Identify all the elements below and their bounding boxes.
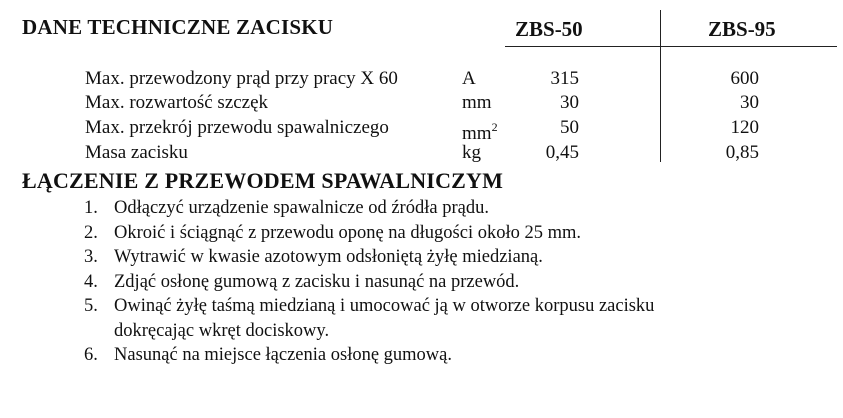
list-item bbox=[84, 294, 784, 343]
row-unit: $mm^2$ bbox=[462, 120, 498, 144]
list-item bbox=[84, 245, 784, 270]
list-item bbox=[84, 196, 784, 221]
table-row bbox=[0, 140, 843, 165]
step-text: Odłączyć urządzenie spawalnicze od źródła prądu. bbox=[114, 198, 489, 218]
instructions-list bbox=[84, 196, 784, 368]
step-text-continuation: dokręcając wkręt dociskowy. bbox=[114, 320, 330, 341]
step-number: 5. bbox=[84, 296, 98, 316]
row-value-zbs-95: 120 bbox=[730, 117, 759, 138]
row-value-zbs-50: 0,45 bbox=[545, 142, 579, 163]
row-value-zbs-50: 50 bbox=[560, 117, 579, 138]
row-value-zbs-95: 0,85 bbox=[725, 142, 759, 163]
table-row bbox=[0, 66, 843, 91]
step-text: Wytrawić w kwasie azotowym odsłoniętą żyłę miedzianą. bbox=[114, 247, 543, 267]
row-unit: A bbox=[462, 68, 476, 89]
column-header-zbs-95: ZBS-95 bbox=[708, 17, 776, 41]
step-number: 6. bbox=[84, 345, 98, 365]
step-text: Zdjąć osłonę gumową z zacisku i nasunąć na przewód. bbox=[114, 271, 520, 292]
step-number: 3. bbox=[84, 247, 98, 267]
row-unit: mm bbox=[462, 92, 492, 113]
step-text: Okroić i ściągnąć z przewodu oponę na długości około 25 mm. bbox=[114, 222, 582, 243]
row-value-zbs-50: 315 bbox=[550, 68, 579, 89]
row-value-zbs-95: 600 bbox=[730, 68, 759, 89]
step-number: 2. bbox=[84, 222, 98, 243]
list-item bbox=[84, 270, 784, 295]
instructions-title: ŁĄCZENIE Z PRZEWODEM SPAWALNICZYM bbox=[22, 168, 504, 193]
table-header-rule bbox=[505, 46, 837, 47]
column-header-zbs-50: ZBS-50 bbox=[515, 17, 583, 41]
row-label: Max. przewodzony prąd przy pracy X 60 bbox=[85, 68, 398, 89]
row-label: Masa zacisku bbox=[85, 142, 188, 163]
list-item bbox=[84, 343, 784, 368]
row-unit: kg bbox=[462, 142, 481, 163]
step-text: Nasunąć na miejsce łączenia osłonę gumową. bbox=[114, 345, 453, 365]
table-row bbox=[0, 115, 843, 144]
table-row bbox=[0, 90, 843, 115]
row-value-zbs-95: 30 bbox=[740, 92, 759, 113]
step-text: Owinąć żyłę taśmą miedzianą i umocować ją w otworze korpusu zacisku bbox=[114, 296, 655, 316]
list-item bbox=[84, 221, 784, 246]
row-label: Max. rozwartość szczęk bbox=[85, 92, 269, 113]
step-number: 1. bbox=[84, 198, 98, 218]
row-label: Max. przekrój przewodu spawalniczego bbox=[85, 117, 389, 138]
step-number: 4. bbox=[84, 271, 98, 292]
row-value-zbs-50: 30 bbox=[560, 92, 579, 113]
unit-superscript: 2 bbox=[491, 120, 498, 134]
spec-table-title: DANE TECHNICZNE ZACISKU bbox=[22, 15, 334, 39]
